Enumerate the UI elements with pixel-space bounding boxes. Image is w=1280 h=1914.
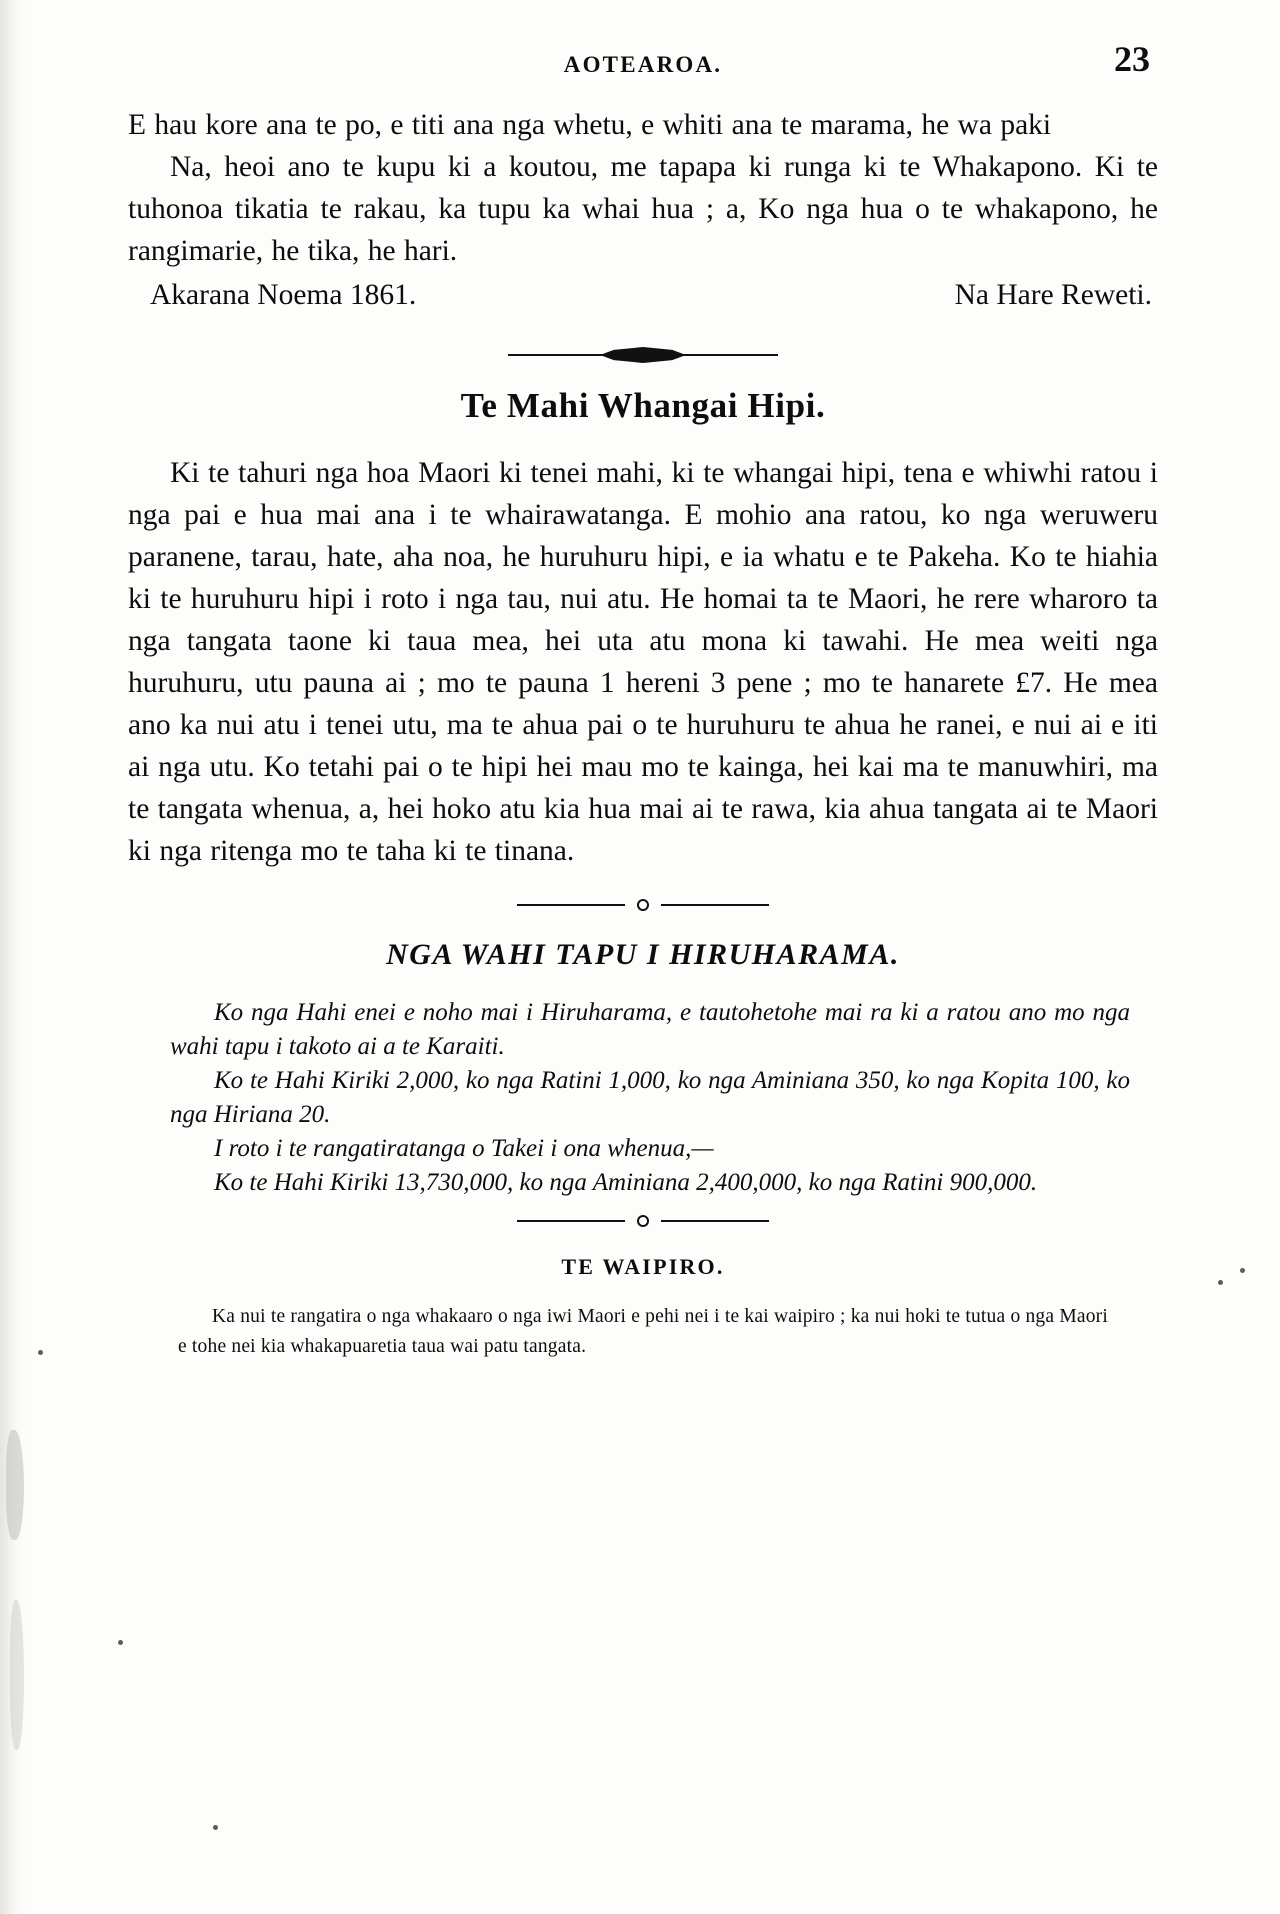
holy-places-block: [156, 996, 1130, 1200]
holy-places-line: Ko nga Hahi enei e noho mai i Hiruharama, e tautohetohe mai ra ki a ratou ano mo nga wahi tapu i takoto ai a te Karaiti.: [170, 999, 1130, 1060]
circle-rule-ornament: [517, 898, 769, 912]
scan-blotch-artifact: [10, 1600, 24, 1750]
paragraph-continued-second: Na, heoi ano te kupu ki a koutou, me tapapa ki runga ki te Whakapono. Ki te tuhonoa tikatia te rakau, ka tupu ka whai hua ; a, Ko nga hua o te whakapono, he rangimarie, he tika, he hari.: [128, 151, 1158, 267]
author-signature: Na Hare Reweti.: [954, 279, 1152, 311]
signature-row: [128, 274, 1158, 316]
scan-speck: [213, 1825, 218, 1830]
place-and-date: Akarana Noema 1861.: [150, 279, 417, 311]
paragraph-continued-opening: E hau kore ana te po, e titi ana nga whetu, e whiti ana te marama, he wa paki: [128, 109, 1052, 141]
circle-rule-ornament: [517, 1214, 769, 1228]
paragraph-sheep-body: Ki te tahuri nga hoa Maori ki tenei mahi, ki te whangai hipi, tena e whiwhi ratou i nga pai e hua mai ana i te whairawatanga. E mohio ana ratou, ko nga weruweru paranene, tarau, hate, aha noa, he huruhuru hipi, e ia whatu e te Pakeha. Ko te hiahia ki te huruhuru hipi i roto i nga tau, nui atu. He homai ta te Maori, he rere wharoro ta nga tangata taone ki taua mea, hei uta atu mona ki tawahi. He mea weiti nga huruhuru, utu pauna ai ; mo te pauna 1 hereni 3 pene ; mo te hanarete £7. He mea ano ka nui atu i tenei utu, ma te ahua pai o te huruhuru te ahua he ranei, e nui ai e iti ai nga utu. Ko tetahi pai o te hipi hei mau mo te kainga, hei kai ma te manuwhiri, ma te tangata whenua, a, hei hoko atu kia hua mai ai te rawa, kia ahua tangata ai te Maori ki nga ritenga mo te taha ki te tinana.: [128, 457, 1158, 867]
scan-speck: [1240, 1268, 1245, 1273]
running-head-title: AOTEAROA.: [563, 52, 723, 77]
section-heading-holy-places: NGA WAHI TAPU I HIRUHARAMA.: [386, 938, 900, 971]
page-number: 23: [1114, 39, 1150, 79]
page-content: [128, 38, 1158, 1362]
scan-speck: [1218, 1280, 1223, 1285]
scan-speck: [38, 1350, 43, 1355]
holy-places-line: Ko te Hahi Kiriki 2,000, ko nga Ratini 1,000, ko nga Aminiana 350, ko nga Kopita 100, ko nga Hiriana 20.: [170, 1067, 1130, 1128]
holy-places-line: Ko te Hahi Kiriki 13,730,000, ko nga Aminiana 2,400,000, ko nga Ratini 900,000.: [214, 1169, 1038, 1196]
running-head: [128, 38, 1158, 92]
holy-places-line: I roto i te rangatiratanga o Takei i ona whenua,—: [214, 1135, 714, 1162]
section-heading-waipiro: TE WAIPIRO.: [561, 1254, 725, 1279]
scan-speck: [118, 1640, 123, 1645]
waipiro-paragraph: Ka nui te rangatira o nga whakaaro o nga iwi Maori e pehi nei i te kai waipiro ; ka nui hoki te tutua o nga Maori e tohe nei kia whakapuaretia taua wai patu tangata.: [178, 1306, 1108, 1357]
waipiro-block: [178, 1302, 1108, 1362]
article-title-sheep: Te Mahi Whangai Hipi.: [460, 386, 826, 425]
scan-blotch-artifact: [6, 1430, 24, 1540]
diamond-rule-ornament: [508, 346, 778, 364]
